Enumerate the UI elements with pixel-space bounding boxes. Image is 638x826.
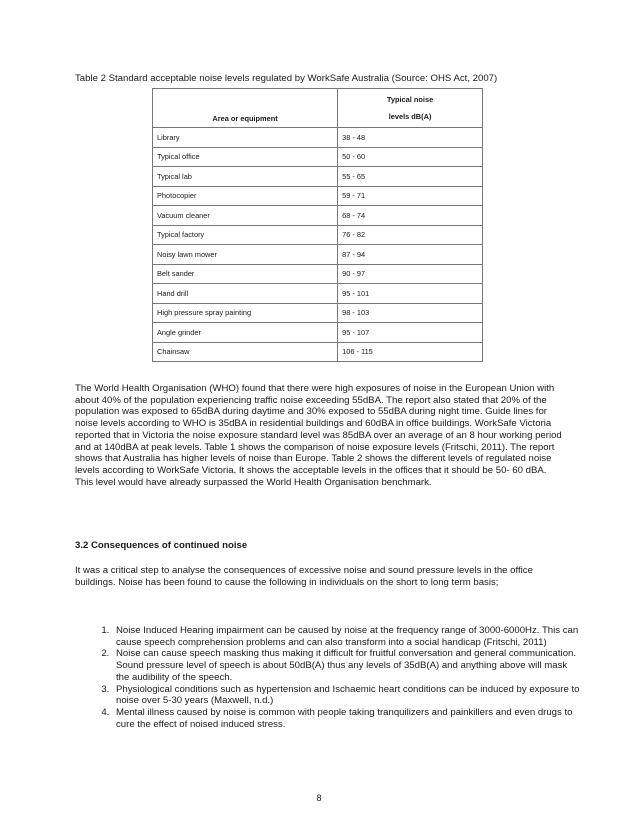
- cell-level: 55 - 65: [338, 167, 483, 187]
- cell-level: 106 - 115: [338, 342, 483, 362]
- header-level-line2: levels dB(A): [388, 112, 432, 121]
- table-row: [153, 245, 483, 265]
- cell-level: 76 - 82: [338, 225, 483, 245]
- table-row: [153, 147, 483, 167]
- table-row: [153, 186, 483, 206]
- cell-area: Typical factory: [153, 225, 338, 245]
- cell-level: 98 - 103: [338, 303, 483, 323]
- table-row: [153, 284, 483, 304]
- header-area: [153, 89, 338, 128]
- table-row: [153, 323, 483, 343]
- table-row: [153, 264, 483, 284]
- section-heading: 3.2 Consequences of continued noise: [75, 540, 248, 551]
- cell-area: Belt sander: [153, 264, 338, 284]
- cell-level: 68 - 74: [338, 206, 483, 226]
- table-row: [153, 128, 483, 148]
- cell-area: High pressure spray painting: [153, 303, 338, 323]
- cell-level: 95 - 101: [338, 284, 483, 304]
- cell-area: Noisy lawn mower: [153, 245, 338, 265]
- cell-level: 50 - 60: [338, 147, 483, 167]
- table-row: [153, 303, 483, 323]
- table-row: [153, 206, 483, 226]
- cell-area: Typical office: [153, 147, 338, 167]
- table-row: [153, 225, 483, 245]
- list-item: 4. Mental illness caused by noise is common with people taking tranquilizers and painkillers and even drugs to cure the effect of noised induced stress.: [112, 707, 582, 730]
- who-paragraph: The World Health Organisation (WHO) found that there were high exposures of noise in the European Union with about 40% of the population experiencing traffic noise exceeding 55dBA. The report also stated that 20% of the population was exposed to 65dBA during daytime and 30% exposed to 55dBA during night time. Guide lines for noise levels according to WHO is 35dBA in residential buildings and 60dBA in office buildings. WorkSafe Victoria reported that in Victoria the noise exposure standard level was 85dBA over an average of an 8 hour working period and at 140dBA at peak levels. Table 1 shows the comparison of noise exposure levels (Fritschi, 2011). The report shows that Australia has higher levels of noise than Europe. Table 2 shows the different levels of regulated noise levels according to WorkSafe Victoria. It shows the acceptable levels in the offices that it should be 50- 60 dBA. This level would have already surpassed the World Health Organisation benchmark.: [75, 383, 562, 488]
- cell-level: 87 - 94: [338, 245, 483, 265]
- cell-level: 59 - 71: [338, 186, 483, 206]
- cell-area: Hand drill: [153, 284, 338, 304]
- cell-level: 95 - 107: [338, 323, 483, 343]
- table-header-row: [153, 89, 483, 128]
- header-level: [338, 89, 483, 128]
- intro-paragraph: It was a critical step to analyse the consequences of excessive noise and sound pressure levels in the office buildings. Noise has been found to cause the following in individuals on the short to long term basis;: [75, 565, 533, 588]
- table-row: [153, 342, 483, 362]
- table-row: [153, 167, 483, 187]
- cell-area: Chainsaw: [153, 342, 338, 362]
- cell-level: 38 - 48: [338, 128, 483, 148]
- cell-area: Vacuum cleaner: [153, 206, 338, 226]
- cell-area: Library: [153, 128, 338, 148]
- noise-levels-table: [152, 88, 483, 362]
- header-area-label: Area or equipment: [212, 113, 278, 123]
- table-caption: Table 2 Standard acceptable noise levels regulated by WorkSafe Australia (Source: OHS Act, 2007): [75, 73, 498, 84]
- consequences-list: [76, 625, 582, 730]
- page-number: 8: [316, 793, 322, 803]
- list-item: 2. Noise can cause speech masking thus making it difficult for fruitful conversation and general communication. Sound pressure level of speech is about 50dB(A) thus any levels of 35dB(A) and anything above will mask the audibility of the speech.: [112, 648, 582, 683]
- list-item: 1. Noise Induced Hearing impairment can be caused by noise at the frequency range of 3000-6000Hz. This can cause speech comprehension problems and can also transform into a social handicap (Fritschi, 2011): [112, 625, 582, 648]
- cell-area: Photocopier: [153, 186, 338, 206]
- cell-area: Typical lab: [153, 167, 338, 187]
- header-level-line1: Typical noise: [386, 95, 434, 104]
- cell-level: 90 - 97: [338, 264, 483, 284]
- cell-area: Angle grinder: [153, 323, 338, 343]
- list-item: 3. Physiological conditions such as hypertension and Ischaemic heart conditions can be induced by exposure to noise over 5-30 years (Maxwell, n.d.): [112, 684, 582, 707]
